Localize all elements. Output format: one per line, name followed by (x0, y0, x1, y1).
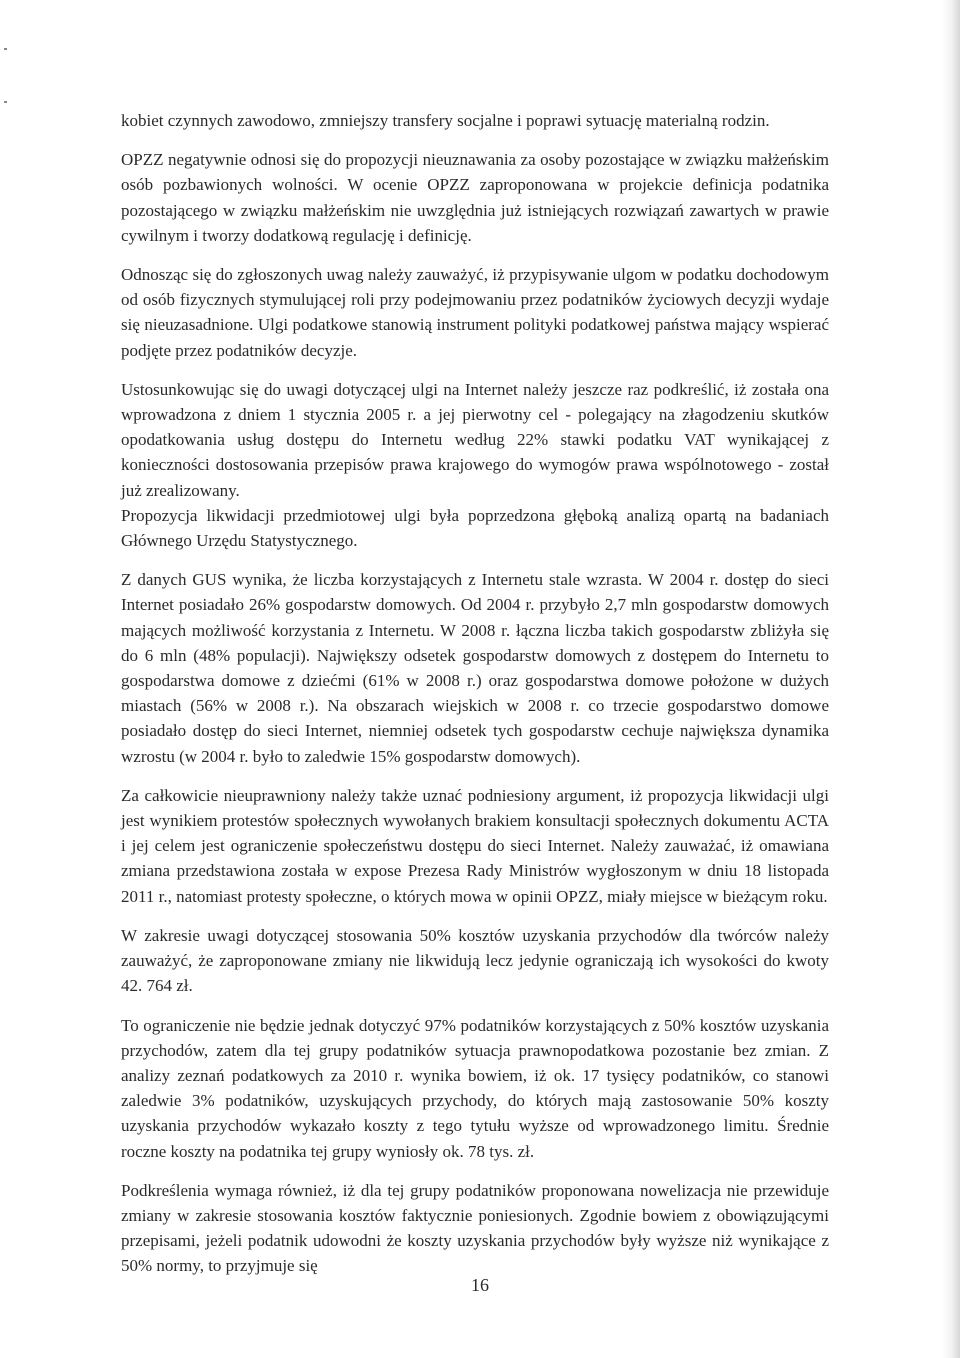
paragraph: Odnosząc się do zgłoszonych uwag należy zauważyć, iż przypisywanie ulgom w podatku dochodowym od osób fizycznych stymulującej roli przy podejmowaniu przez podatników życiowych decyzji wydaje się nieuzasadnione. Ulgi podatkowe stanowią instrument polityki podatkowej państwa mający wspierać podjęte przez podatników decyzje. (121, 265, 829, 360)
scan-margin-mark (4, 48, 7, 50)
scan-margin-mark (4, 101, 7, 103)
paragraph: Ustosunkowując się do uwagi dotyczącej ulgi na Internet należy jeszcze raz podkreślić, iż została ona wprowadzona z dniem 1 stycznia 2005 r. a jej pierwotny cel - polegający na złagodzeniu skutków opodatkowania usług dostępu do Internetu według 22% stawki podatku VAT wynikającej z konieczności dostosowania przepisów prawa krajowego do wymogów prawa wspólnotowego - został już zrealizowany. (121, 379, 829, 500)
paragraph: W zakresie uwagi dotyczącej stosowania 50% kosztów uzyskania przychodów dla twórców należy zauważyć, że zaproponowane zmiany nie likwidują lecz jedynie ograniczają ich wysokości do kwoty 42. 764 zł. (121, 925, 829, 996)
paragraph: Propozycja likwidacji przedmiotowej ulgi była poprzedzona głęboką analizą opartą na badaniach Głównego Urzędu Statystycznego. (121, 505, 829, 551)
scan-page-edge (942, 0, 960, 1358)
page-number: 16 (471, 1275, 489, 1295)
paragraph: Z danych GUS wynika, że liczba korzystających z Internetu stale wzrasta. W 2004 r. dostęp do sieci Internet posiadało 26% gospodarstw domowych. Od 2004 r. przybyło 2,7 mln gospodarstw domowych mających możliwość korzystania z Internetu. W 2008 r. łączna liczba takich gospodarstw zbliżyła się do 6 mln (48% populacji). Największy odsetek gospodarstw domowych z dostępem do Internetu to gospodarstwa domowe z dziećmi (61% w 2008 r.) oraz gospodarstwa domowe położone w dużych miastach (56% w 2008 r.). Na obszarach wiejskich w 2008 r. co trzecie gospodarstwo domowe posiadało dostęp do sieci Internet, niemniej odsetek tych gospodarstw cechuje największa dynamika wzrostu (w 2004 r. było to zaledwie 15% gospodarstw domowych). (121, 570, 829, 766)
paragraph: To ograniczenie nie będzie jednak dotyczyć 97% podatników korzystających z 50% kosztów uzyskania przychodów, zatem dla tej grupy podatników sytuacja prawnopodatkowa pozostanie bez zmian. Z analizy zeznań podatkowych za 2010 r. wynika bowiem, iż ok. 17 tysięcy podatników, co stanowi zaledwie 3% podatników, uzyskujących przychody, do których mają zastosowanie 50% koszty uzyskania przychodów wykazało koszty z tego tytułu wyższe od wprowadzonego limitu. Średnie roczne koszty na podatnika tej grupy wyniosły ok. 78 tys. zł. (121, 1015, 829, 1161)
paragraph: Za całkowicie nieuprawniony należy także uznać podniesiony argument, iż propozycja likwidacji ulgi jest wynikiem protestów społecznych wywołanych brakiem konsultacji społecznych dokumentu ACTA i jej celem jest ograniczenie społeczeństwu dostępu do sieci Internet. Należy zauważać, iż omawiana zmiana przedstawiona została w expose Prezesa Rady Ministrów wygłoszonym w dniu 18 listopada 2011 r., natomiast protesty społeczne, o których mowa w opinii OPZZ, miały miejsce w bieżącym roku. (121, 785, 829, 906)
document-body (121, 108, 829, 1293)
paragraph: OPZZ negatywnie odnosi się do propozycji nieuznawania za osoby pozostające w związku małżeńskim osób pozbawionych wolności. W ocenie OPZZ zaproponowana w projekcie definicja podatnika pozostającego w związku małżeńskim nie uwzględnia już istniejących rozwiązań zawartych w prawie cywilnym i tworzy dodatkową regulację i definicję. (121, 150, 829, 245)
paragraph: kobiet czynnych zawodowo, zmniejszy transfery socjalne i poprawi sytuację materialną rodzin. (121, 111, 770, 130)
paragraph: Podkreślenia wymaga również, iż dla tej grupy podatników proponowana nowelizacja nie przewiduje zmiany w zakresie stosowania kosztów faktycznie poniesionych. Zgodnie bowiem z obowiązującymi przepisami, jeżeli podatnik udowodni że koszty uzyskania przychodów były wyższe niż wynikające z 50% normy, to przyjmuje się (121, 1180, 829, 1276)
